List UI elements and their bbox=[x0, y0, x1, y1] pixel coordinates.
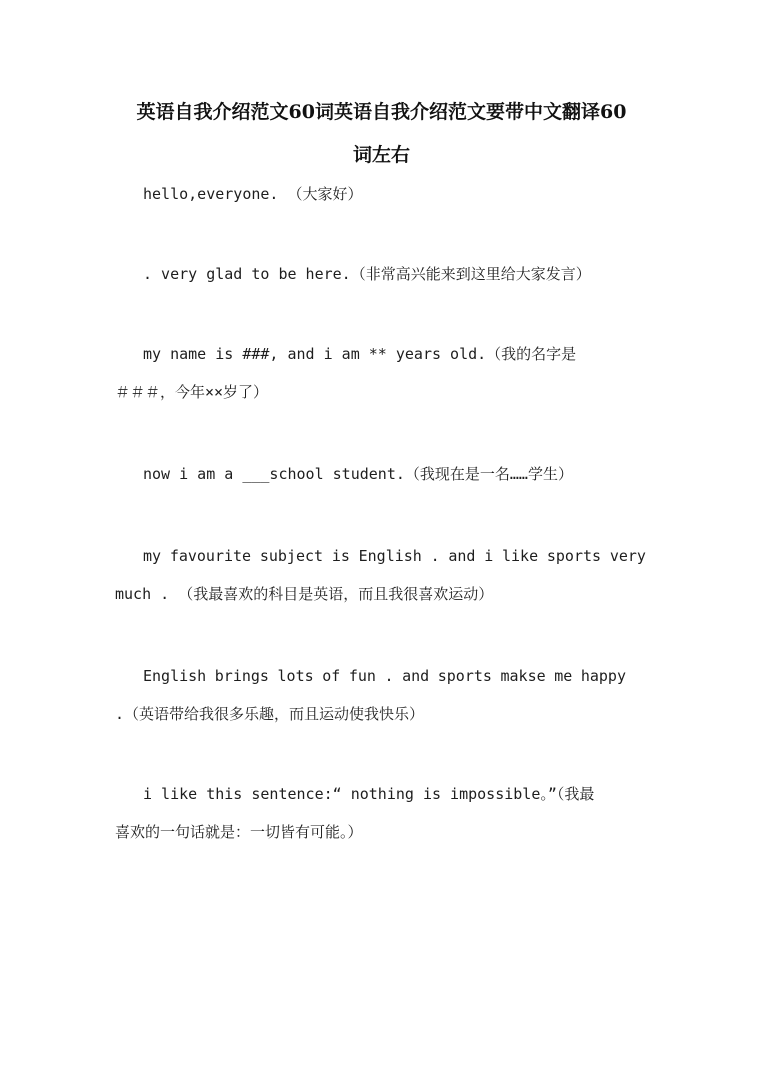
paragraph-name-line-1: my name is ###, and i am ** years old.（我的名字是 bbox=[143, 345, 577, 363]
word: lots bbox=[277, 667, 314, 685]
word: and bbox=[402, 667, 430, 685]
word: happy bbox=[580, 667, 626, 685]
paragraph-subject-line-2: much . （我最喜欢的科目是英语，而且我很喜欢运动） bbox=[115, 585, 494, 603]
paragraph-subject-line-1 bbox=[143, 546, 646, 566]
paragraph-fun-line-2: .（英语带给我很多乐趣，而且运动使我快乐） bbox=[115, 705, 425, 723]
word: fun bbox=[348, 667, 376, 685]
paragraph-sentence-line-2: 喜欢的一句话就是：一切皆有可能。） bbox=[115, 823, 363, 841]
word: subject bbox=[259, 547, 324, 565]
word: my bbox=[143, 547, 162, 565]
word: i bbox=[484, 547, 494, 565]
paragraph-student: now i am a ___school student.（我现在是一名……学生） bbox=[143, 465, 573, 483]
word: sports bbox=[546, 547, 602, 565]
word: . bbox=[430, 547, 440, 565]
paragraph-name-line-2: ＃＃＃，今年××岁了） bbox=[115, 383, 269, 401]
document-title-line-2: 词左右 bbox=[352, 144, 410, 166]
paragraph-sentence-line-1: i like this sentence:“ nothing is impossible。”（我最 bbox=[143, 785, 595, 803]
word: . bbox=[384, 667, 394, 685]
paragraph-greeting: hello,everyone. （大家好） bbox=[143, 185, 363, 203]
paragraph-fun-line-1 bbox=[143, 666, 626, 686]
word: like bbox=[502, 547, 539, 565]
word: favourite bbox=[169, 547, 252, 565]
word: is bbox=[331, 547, 350, 565]
word: very bbox=[609, 547, 646, 565]
document-title-line-1: 英语自我介绍范文60词英语自我介绍范文要带中文翻译60 bbox=[136, 101, 627, 123]
word: and bbox=[448, 547, 476, 565]
word: makse bbox=[500, 667, 546, 685]
word: me bbox=[554, 667, 573, 685]
word: brings bbox=[214, 667, 269, 685]
word: English bbox=[143, 667, 207, 685]
word: English bbox=[358, 547, 422, 565]
paragraph-glad: . very glad to be here.（非常高兴能来到这里给大家发言） bbox=[143, 265, 591, 283]
word: of bbox=[322, 667, 341, 685]
word: sports bbox=[437, 667, 492, 685]
